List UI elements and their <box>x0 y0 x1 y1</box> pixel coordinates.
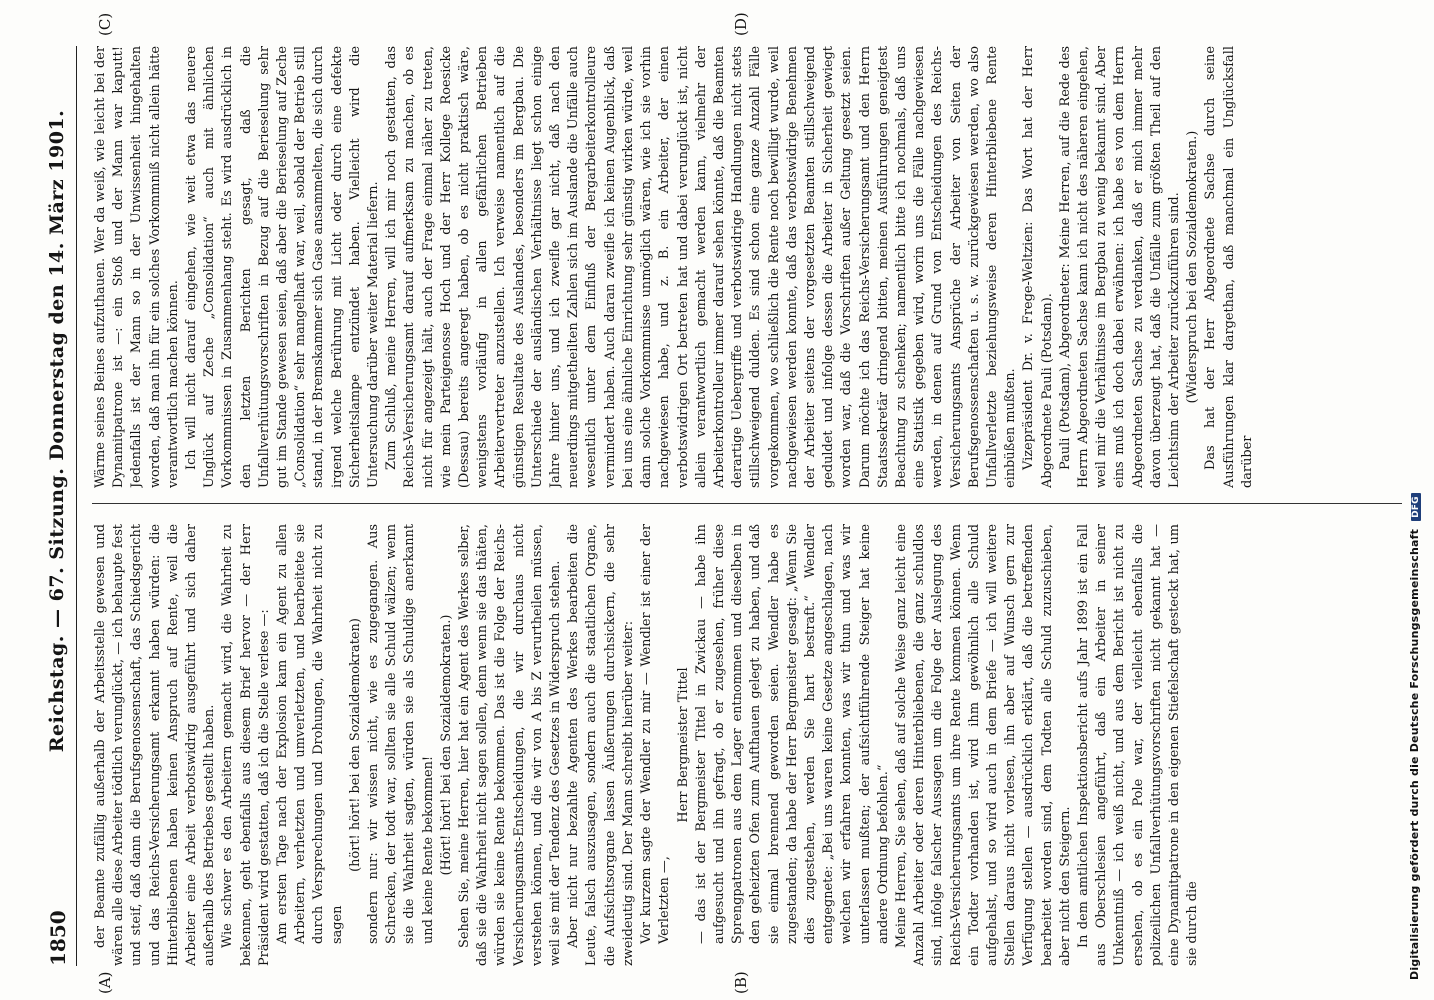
paragraph: Meine Herren, Sie sehen, daß auf solche Weise ganz leicht eine Anzahl Arbeiter oder deren Hinterbliebenen, die ganz schuldlos sind, infolge falscher Aussagen um die Folge der Auslegung des Reichs-Versicherungsamts um ihre Rente kommen können. Wenn ein Todter vorhanden ist, wird ihm gewöhnlich alle Schuld aufgehalst, und so wird auch in dem Briefe — ich will weitere Stellen daraus nicht vorlesen, ihn aber auf Wunsch gern zur Verfügung stellen — ausdrücklich erklärt, daß die betreffenden bearbeitet worden sind, dem Todten alle Schuld zuzuschieben, aber nicht den Steigern. <box>893 524 1073 966</box>
page-number: 1850 <box>46 910 70 966</box>
page-header <box>40 46 77 966</box>
interjection: (Widerspruch bei den Sozialdemokraten.) <box>1185 130 1201 404</box>
paragraph: Wie schwer es den Arbeitern gemacht wird, die Wahrheit zu bekennen, geht ebenfalls aus diesem Brief hervor — der Herr Präsident wird gestatten, daß ich die Stelle verlese —: <box>220 524 272 966</box>
paragraph: Sehen Sie, meine Herren, hier hat ein Agent des Werkes selber, daß sie die Wahrheit nicht sagen sollen, denn wenn sie das thäten, würden sie keine Rente bekommen. Das ist die Folge der Reichs-Versicherungsamts-Entscheidungen, die wir durchaus nicht verstehen können, und die wir von A bis Z verurtheilen müssen, weil sie mit der Tendenz des Gesetzes in Widerspruch stehen. <box>457 524 564 966</box>
margin-mark-c: (C) <box>96 12 114 36</box>
margin-mark-b: (B) <box>732 971 750 994</box>
speaker-paragraph: Vizepräsident Dr. v. Frege-Weltzien: Das Wort hat der Herr Abgeordnete Pauli (Potsdam). <box>1021 46 1055 488</box>
quotation: Herr Bergmeister Tittel <box>675 667 691 823</box>
interjection: (Hört! hört! bei den Sozialdemokraten.) <box>438 614 454 876</box>
paragraph: In dem amtlichen Inspektionsbericht aufs Jahr 1899 ist ein Fall aus Oberschlesien angeführt, daß ein Arbeiter in seiner Unkenntniß — ich weiß nicht, und aus dem Bericht ist nicht zu ersehen, ob es ein Pole war, der vielleicht ebenfalls die polizeilichen Unfallverhütungsvorschriften nicht gekannt hat — eine Dynamitpatrone in den eigenen Stiefelschaft gesteckt hat, um sie durch die <box>1075 524 1201 966</box>
paragraph: Das hat der Herr Abgeordnete Sachse durch seine Ausführungen klar dargethan, daß manchmal ein Unglücksfall darüber <box>1203 46 1255 488</box>
paragraph: Ich will nicht darauf eingehen, wie weit etwa das neuere Unglück auf Zeche „Consolidation“ auch mit ähnlichen Vorkommnissen in Zusammenhang steht. Es wird ausdrücklich in den letzten Berichten gesagt, daß die Unfallverhütungsvorschriften in Bezug auf die Berieselung sehr gut im Stande gewesen seien, daß aber die Berieselung auf Zeche „Consolidation“ sehr mangelhaft war, weil, sobald der Betrieb still stand, in der Bremskammer sich Gase ansammelten, die sich durch irgend welche Berührung mit Licht oder durch eine defekte Sicherheitslampe entzündet haben. Vielleicht wird die Untersuchung darüber weiter Material liefern. <box>184 46 382 488</box>
margin-mark-a: (A) <box>96 971 114 994</box>
page-title: Reichstag. — 67. Sitzung. Donnerstag den 14. März 1901. <box>46 109 68 753</box>
quotation: — das ist der Bergmeister Tittel in Zwickau — habe ihn aufgesucht und ihn gefragt, ob er zugesehen, früher diese Sprengpatronen aus dem Lager entnommen und dieselben in den geheizten Ofen zum Aufthauen gelegt zu haben, und daß sie einmal brennend geworden seien. Wendler habe es zugestanden; da habe der Herr Bergmeister gesagt: „Wenn Sie dies zugestehen, werden Sie hart bestraft.“ Wendler entgegnete: „Bei uns waren keine Gesetze angeschlagen, nach welchen wir erfahren konnten, was wir thun und was wir unterlassen mußten; der aufsichtführende Steiger hat keine andere Ordnung befohlen.“ <box>693 524 891 944</box>
credit-text: Digitalisierung gefördert durch die Deutsche Forschungsgemeinschaft <box>1408 528 1421 980</box>
paragraph: Aber nicht nur bezahlte Agenten des Werkes bearbeiten die Leute, falsch auszusagen, sondern auch die staatlichen Organe, die Aufsichtsorgane lassen Äußerungen durchsickern, die sehr zweideutig sind. Der Mann schreibt hierüber weiter: <box>566 524 636 966</box>
quotation: Am ersten Tage nach der Explosion kam ein Agent zu allen Arbeitern, verhetzten und umverletzten, und bearbeitete sie durch Versprechungen und Drohungen, die Wahrheit nicht zu sagen <box>275 524 345 944</box>
dfg-logo: DFG <box>1411 493 1421 521</box>
paragraph: Wärme seines Beines aufzuthauen. Wer da weiß, wie leicht bei der Dynamitpatrone ist —: ein Stoß und der Mann war kaputt! Jedenfalls ist der Mann so in der Unwissenheit hingehalten worden, daß man ihn für ein solches Vorkommniß nicht allein hätte verantwortlich machen können. <box>93 46 181 488</box>
paragraph: der Beamte zufällig außerhalb der Arbeitsstelle gewesen und wären alle diese Arbeiter tödtlich verunglückt, — ich behaupte fest und steif, daß dann die Berufsgenossenschaft, das Schiedsgericht und das Reichs-Versicherungsamt erkannt haben würden: die Hinterbliebenen haben keinen Anspruch auf Rente, weil die Arbeiter eine Arbeit verbotswidrig ausgeführt und sich daher außerhalb des Betriebes gestellt haben. <box>93 524 218 966</box>
quotation: sondern nur: wir wissen nicht, wie es zugegangen. Aus Schrecken, der todt war, sollten sie alle Schuld wälzen; wenn sie die Wahrheit sagten, würden sie als Schuldige anerkannt und keine Rente bekommen! <box>366 524 436 944</box>
interjection: (hört! hört! bei den Sozialdemokraten) <box>347 618 363 872</box>
column-divider <box>92 503 1402 504</box>
left-column <box>92 524 1402 966</box>
right-column <box>92 46 1402 488</box>
paragraph: Zum Schluß, meine Herren, will ich mir noch gestatten, das Reichs-Versicherungsamt darauf aufmerksam zu machen, ob es nicht für angezeigt hält, auch der Frage einmal näher zu treten, wie mein Parteigenosse Hoch und der Herr Kollege Roesicke (Dessau) bereits angeregt haben, ob es nicht praktisch wäre, wenigstens vorläufig in allen gefährlichen Betrieben Arbeitervertreter anzustellen. Ich verweise namentlich auf die günstigen Resultate des Auslandes, besonders im Bergbau. Die Unterschiede der ausländischen Verhältnisse liegt schon einige Jahre hinter uns, und ich zweifle gar nicht, daß nach den neuerdings mitgetheilten Zahlen sich im Auslande die Unfälle auch wesentlich unter dem Einfluß der Bergarbeiterkontrolleure vermindert haben. Auch daran zweifle ich keinen Augenblick, daß bei uns eine ähnliche Einrichtung sehr günstig wirken würde, weil dann solche Vorkommnisse unmöglich wären, wie ich sie vorhin nachgewiesen habe, und z. B. ein Arbeiter, der einen verbotswidrigen Ort betreten hat und dabei verunglückt ist, nicht allein verantwortlich gemacht werden kann, vielmehr der Arbeiterkontrolleur immer darauf sehen könnte, daß die Beamten derartige Uebergriffe und verbotswidrige Handlungen nicht stets stillschweigend dulden. Es sind schon eine ganze Anzahl Fälle vorgekommen, wo schließlich die Rente noch bewilligt wurde, weil nachgewiesen werden konnte, daß das verbotswidrige Benehmen der Arbeiter seitens der vorgesetzten Beamten stillschweigend geduldet und infolge dessen die Arbeiter in Sicherheit gewiegt worden war, daß die Vorschriften außer Geltung gesetzt seien. Darum möchte ich das Reichs-Versicherungsamt und den Herrn Staatssekretär dringend bitten, meinen Ausführungen geneigtest Beachtung zu schenken; namentlich bitte ich nochmals, daß uns eine Statistik gegeben wird, worin uns die Fälle nachgewiesen werden, in denen auf Grund von Entscheidungen des Reichs-Versicherungsamts Ansprüche der Arbeiter von Seiten der Berufsgenossenschaften u. s. w. zurückgewiesen werden, wo also Unfallverletzte beziehungsweise deren Hinterbliebene Rente einbüßen mußten. <box>384 46 1019 488</box>
margin-mark-d: (D) <box>732 12 750 36</box>
digitization-credit <box>1408 493 1421 980</box>
quotation: Vor kurzem sagte der Wendler zu mir — Wendler ist einer der Verletzten —, <box>639 524 673 944</box>
speaker-paragraph: Pauli (Potsdam), Abgeordneter: Meine Herren, auf die Rede des Herrn Abgeordneten Sachse kann ich nicht des näheren eingehen, weil mir die Verhältnisse im Bergbau zu wenig bekannt sind. Aber eins muß ich doch dabei erwähnen: ich habe es von dem Herrn Abgeordneten Sachse zu verdanken, daß er mich immer mehr davon überzeugt hat, daß die Unfälle zum größten Theil auf den Leichtsinn der Arbeiter zurückzuführen sind. <box>1057 46 1182 488</box>
